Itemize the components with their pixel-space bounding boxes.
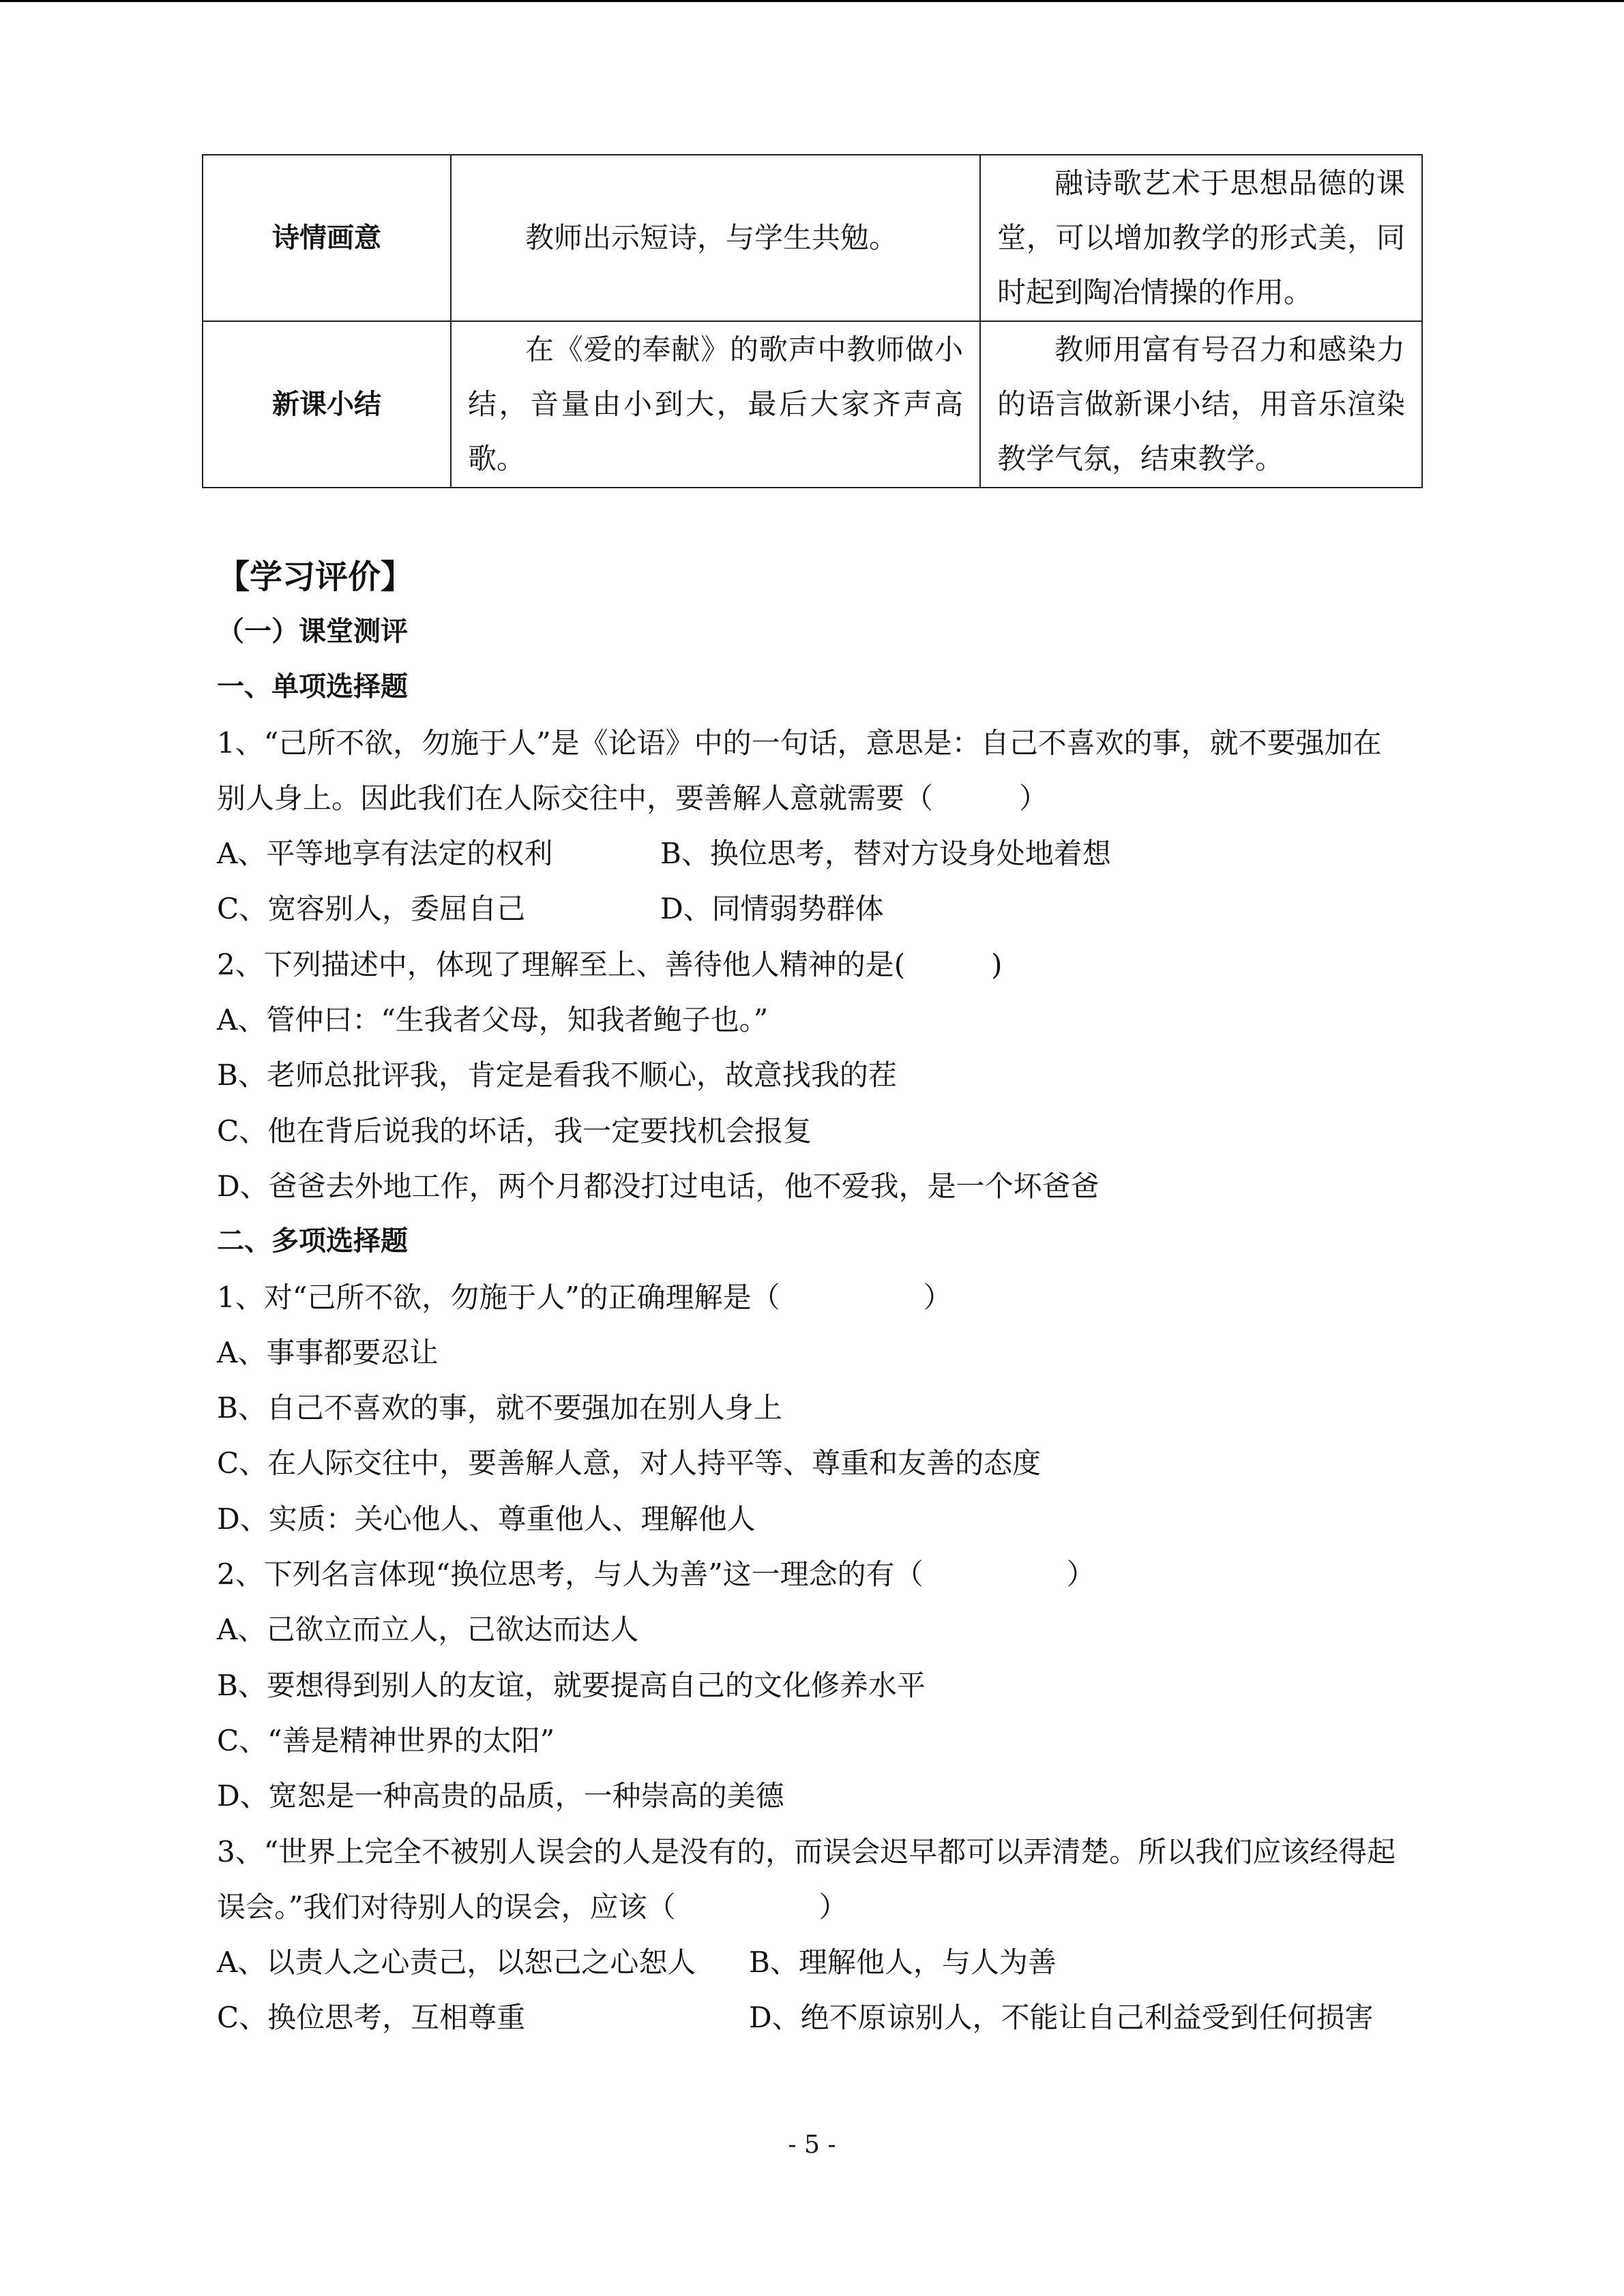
activity-text: 在《爱的奉献》的歌声中教师做小结，音量由小到大，最后大家齐声高歌。	[468, 333, 963, 475]
question-line: 1、对“己所不欲，勿施于人”的正确理解是（ ）	[217, 1280, 952, 1314]
table-row	[203, 321, 1422, 488]
single-choice-heading: 一、单项选择题	[217, 671, 408, 703]
question-line: 2、下列名言体现“换位思考，与人为善”这一理念的有（ ）	[217, 1557, 1095, 1592]
option-c: C、他在背后说我的坏话，我一定要找机会报复	[217, 1114, 812, 1148]
option-b: B、老师总批评我，肯定是看我不顺心，故意找我的茬	[217, 1058, 897, 1092]
option-row	[217, 1935, 1431, 1990]
option-row	[217, 881, 1431, 936]
stage-cell: 新课小结	[203, 321, 451, 488]
option-d: D、宽恕是一种高贵的品质，一种崇高的美德	[217, 1779, 784, 1813]
lesson-plan-table	[202, 154, 1423, 488]
sub-title: （一）课堂测评	[217, 616, 408, 647]
option-c: C、在人际交往中，要善解人意，对人持平等、尊重和友善的态度	[217, 1446, 1042, 1480]
activity-text: 教师出示短诗，与学生共勉。	[525, 221, 898, 254]
option-c: C、“善是精神世界的太阳”	[217, 1723, 555, 1757]
page-number: - 5 -	[788, 2131, 836, 2159]
question-line: 1、“己所不欲，勿施于人”是《论语》中的一句话，意思是：自己不喜欢的事，就不要强加在	[217, 726, 1382, 760]
option-d: D、绝不原谅别人，不能让自己利益受到任何损害	[749, 2001, 1374, 2035]
top-border-line	[0, 0, 1624, 2]
question-line: 2、下列描述中，体现了理解至上、善待他人精神的是( )	[217, 947, 1003, 981]
option-b: B、自己不喜欢的事，就不要强加在别人身上	[217, 1391, 782, 1425]
intent-cell	[980, 321, 1422, 488]
question-line: 误会。”我们对待别人的误会，应该（ ）	[217, 1890, 848, 1924]
option-a: A、管仲曰：“生我者父母，知我者鲍子也。”	[217, 1003, 769, 1037]
option-c: C、宽容别人，委屈自己	[217, 892, 526, 926]
intent-text: 融诗歌艺术于思想品德的课堂，可以增加教学的形式美，同时起到陶冶情操的作用。	[997, 166, 1405, 309]
option-c: C、换位思考，互相尊重	[217, 2001, 526, 2035]
intent-text: 教师用富有号召力和感染力的语言做新课小结，用音乐渲染教学气氛，结束教学。	[997, 333, 1405, 475]
question-line: 别人身上。因此我们在人际交往中，要善解人意就需要（ ）	[217, 781, 1048, 815]
option-d: D、同情弱势群体	[660, 892, 884, 926]
activity-cell	[451, 155, 980, 321]
activity-cell	[451, 321, 980, 488]
intent-cell	[980, 155, 1422, 321]
multi-choice-heading: 二、多项选择题	[217, 1225, 408, 1257]
option-row	[217, 1990, 1431, 2045]
option-a: A、己欲立而立人，己欲达而达人	[217, 1613, 639, 1647]
question-line: 3、“世界上完全不被别人误会的人是没有的，而误会迟早都可以弄清楚。所以我们应该经得起	[217, 1834, 1396, 1868]
option-b: B、换位思考，替对方设身处地着想	[660, 837, 1111, 871]
option-d: D、实质：关心他人、尊重他人、理解他人	[217, 1502, 756, 1536]
option-b: B、要想得到别人的友谊，就要提高自己的文化修养水平	[217, 1668, 926, 1702]
option-row	[217, 826, 1431, 881]
evaluation-section	[217, 552, 1431, 2046]
option-d: D、爸爸去外地工作，两个月都没打过电话，他不爱我，是一个坏爸爸	[217, 1169, 1099, 1203]
stage-cell: 诗情画意	[203, 155, 451, 321]
option-a: A、平等地享有法定的权利	[217, 837, 553, 871]
option-a: A、事事都要忍让	[217, 1335, 439, 1369]
option-b: B、理解他人，与人为善	[749, 1945, 1057, 1980]
table-row	[203, 155, 1422, 321]
section-title: 【学习评价】	[217, 558, 414, 596]
option-a: A、以责人之心责己，以恕己之心恕人	[217, 1945, 696, 1980]
